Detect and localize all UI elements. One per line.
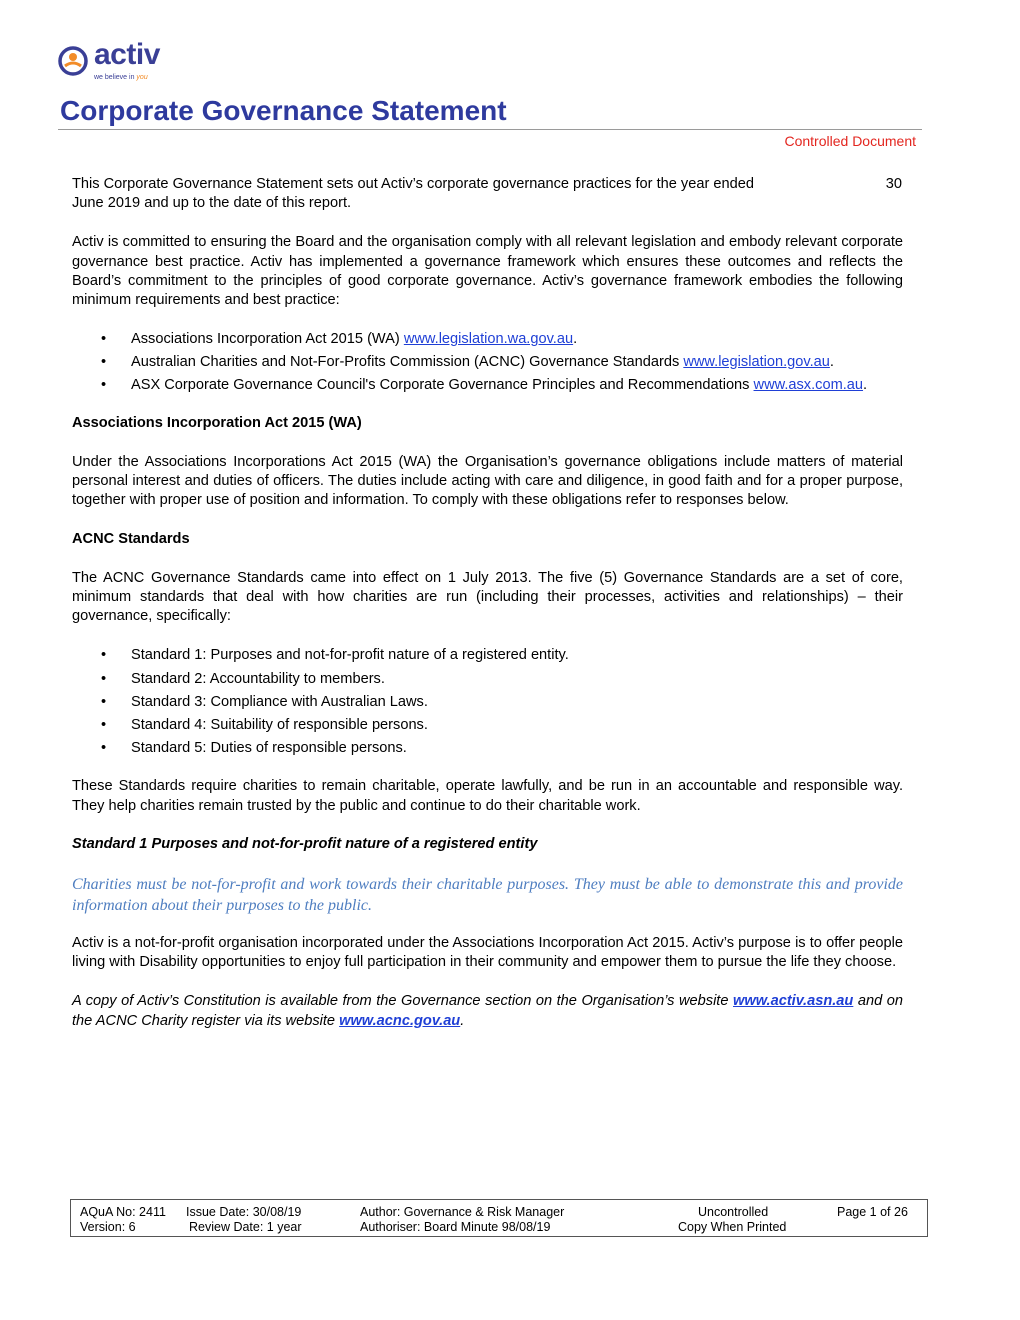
- activ-website-link[interactable]: www.activ.asn.au: [733, 993, 854, 1010]
- list-item: • Standard 2: Accountability to members.: [72, 670, 903, 689]
- standard-1-quote: Charities must be not-for-profit and work towards their charitable purposes. They must be able to demonstrate this and provide information about their purposes to the public.: [72, 876, 903, 915]
- footer-issue-date: Issue Date: 30/08/19: [186, 1205, 302, 1219]
- activ-purpose-paragraph: Activ is a not-for-profit organisation incorporated under the Associations Incorporation Act 2015. Activ’s purpose is to offer people living with Disability opportunities to enjoy full participation in their community and empower them to pursue the life they choose.: [72, 935, 903, 971]
- legislation-wa-link[interactable]: www.legislation.wa.gov.au: [403, 331, 574, 348]
- footer-authoriser: Authoriser: Board Minute 98/08/19: [360, 1220, 551, 1234]
- activ-logo: [58, 38, 178, 84]
- section-heading-assoc-act: Associations Incorporation Act 2015 (WA): [72, 414, 362, 431]
- logo-wordmark: activ: [94, 38, 160, 71]
- footer-page-number: Page 1 of 26: [837, 1205, 908, 1219]
- bullet-icon: •: [101, 331, 107, 348]
- intro-paragraph: This Corporate Governance Statement sets out Activ’s corporate governance practices for the year ended 30 June 2019 and up to the date of this report.: [72, 176, 902, 212]
- list-item: • Standard 4: Suitability of responsible persons.: [72, 716, 903, 735]
- bullet-icon: •: [101, 693, 107, 710]
- standards-list: [72, 646, 903, 758]
- asx-link[interactable]: www.asx.com.au: [753, 376, 864, 393]
- footer-author: Author: Governance & Risk Manager: [360, 1205, 565, 1219]
- bullet-icon: •: [101, 647, 107, 664]
- bullet-icon: •: [101, 717, 107, 734]
- page-title: Corporate Governance Statement: [60, 95, 507, 126]
- footer-review-date: Review Date: 1 year: [189, 1220, 302, 1234]
- standards-closing-paragraph: These Standards require charities to remain charitable, operate lawfully, and be run in an accountable and responsible way. They help charities remain trusted by the public and continue to do their charitable work.: [72, 778, 903, 814]
- list-item: • Australian Charities and Not-For-Profits Commission (ACNC) Governance Standards www.legislation.gov.au.: [72, 353, 903, 372]
- framework-paragraph: Activ is committed to ensuring the Board and the organisation comply with all relevant legislation and embody relevant corporate governance best practice. Activ has implemented a governance framework which ensures these outcomes and reflects the Board’s commitment to the principles of good corporate governance. Activ’s governance framework embodies the following minimum requirements and best practice:: [72, 234, 903, 309]
- bullet-icon: •: [101, 670, 107, 687]
- logo-tagline: we believe in you: [94, 74, 148, 81]
- bullet-icon: •: [101, 740, 107, 757]
- document-footer: [70, 1199, 928, 1237]
- list-item: • Associations Incorporation Act 2015 (WA) www.legislation.wa.gov.au.: [72, 330, 903, 349]
- constitution-paragraph: A copy of Activ’s Constitution is available from the Governance section on the Organisation’s website www.activ.asn.au and on the ACNC Charity register via its website www.acnc.gov.au.: [72, 993, 903, 1029]
- footer-version: Version: 6: [80, 1220, 136, 1234]
- assoc-act-paragraph: Under the Associations Incorporations Act 2015 (WA) the Organisation’s governance obligations include matters of material personal interest and duties of officers. The duties include acting with care and diligence, in good faith and for a proper purpose, together with proper use of position and information. To comply with these obligations refer to responses below.: [72, 454, 903, 509]
- acnc-paragraph: The ACNC Governance Standards came into effect on 1 July 2013. The five (5) Governance Standards are a set of core, minimum standards that deal with how charities are run (including their processes, activities and relationships) – their governance, specifically:: [72, 569, 903, 625]
- section-heading-standard-1: Standard 1 Purposes and not-for-profit nature of a registered entity: [72, 835, 538, 852]
- footer-aqua-number: AQuA No: 2411: [80, 1205, 166, 1219]
- framework-list: [72, 330, 903, 395]
- section-heading-acnc: ACNC Standards: [72, 530, 190, 547]
- legislation-gov-link[interactable]: www.legislation.gov.au: [683, 353, 830, 370]
- list-item: • Standard 5: Duties of responsible persons.: [72, 739, 903, 758]
- activ-logo-icon: [58, 46, 88, 76]
- list-item: • ASX Corporate Governance Council's Corporate Governance Principles and Recommendations www.asx.com.au.: [72, 376, 903, 395]
- list-item: • Standard 1: Purposes and not-for-profit nature of a registered entity.: [72, 646, 903, 665]
- acnc-website-link[interactable]: www.acnc.gov.au: [339, 1012, 461, 1029]
- bullet-icon: •: [101, 376, 107, 393]
- controlled-document-label: Controlled Document: [784, 133, 916, 149]
- bullet-icon: •: [101, 353, 107, 370]
- footer-uncontrolled: Uncontrolled: [698, 1205, 769, 1219]
- list-item: • Standard 3: Compliance with Australian Laws.: [72, 693, 903, 712]
- document-body: [72, 175, 903, 1031]
- footer-copy-when-printed: Copy When Printed: [678, 1220, 787, 1234]
- title-divider: [58, 129, 922, 130]
